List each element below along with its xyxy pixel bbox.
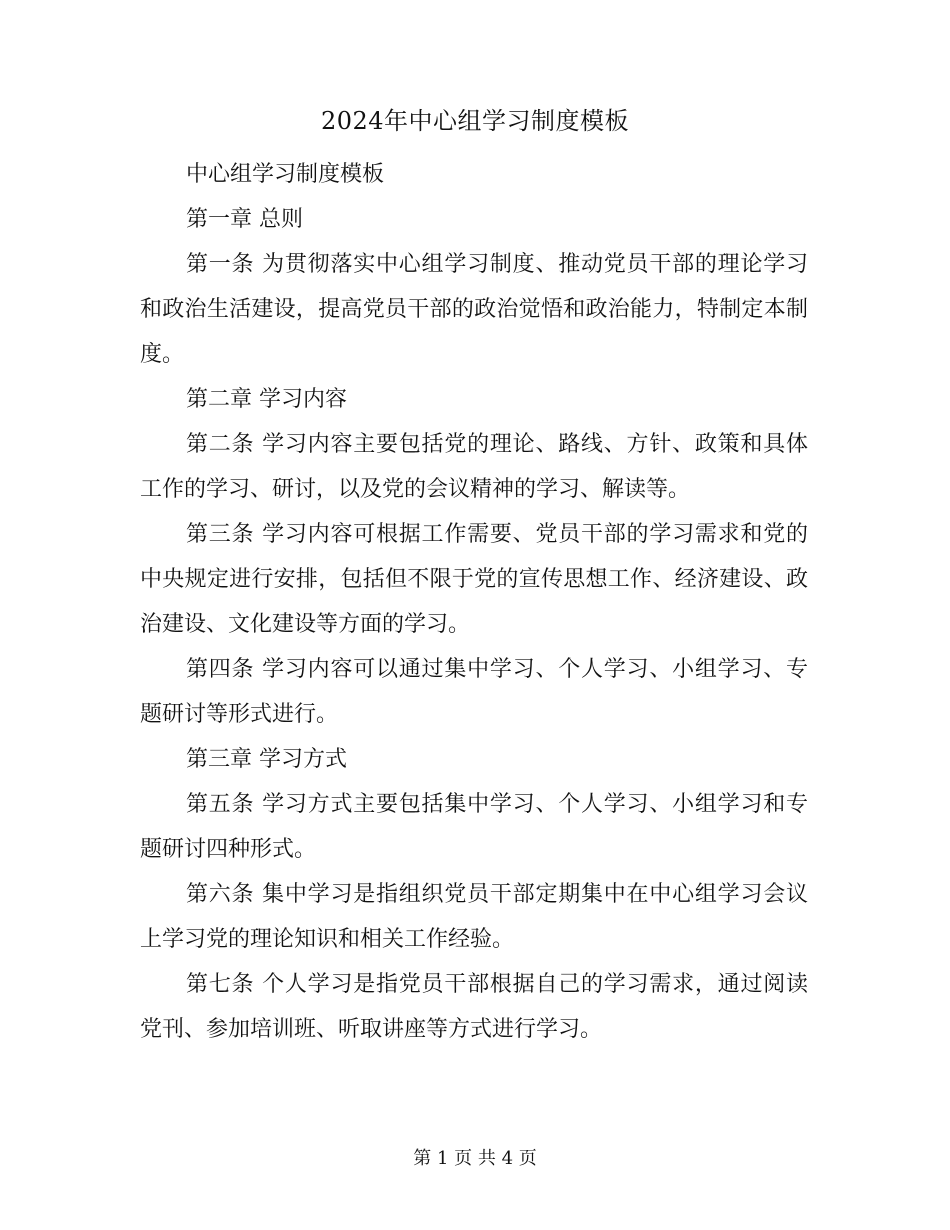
document-title: 2024年中心组学习制度模板 bbox=[320, 107, 630, 135]
article-paragraph: 第二条 学习内容主要包括党的理论、路线、方针、政策和具体工作的学习、研讨，以及党的会议精神的学习、解读等。 bbox=[140, 432, 808, 502]
chapter-heading: 第二章 学习内容 bbox=[186, 387, 347, 412]
article-paragraph: 第六条 集中学习是指组织党员干部定期集中在中心组学习会议上学习党的理论知识和相关工作经验。 bbox=[140, 882, 808, 952]
paragraph-subtitle: 中心组学习制度模板 bbox=[186, 162, 385, 187]
chapter-heading: 第三章 学习方式 bbox=[186, 747, 347, 772]
article-paragraph: 第五条 学习方式主要包括集中学习、个人学习、小组学习和专题研讨四种形式。 bbox=[140, 792, 808, 862]
article-paragraph: 第三条 学习内容可根据工作需要、党员干部的学习需求和党的中央规定进行安排，包括但不限于党的宣传思想工作、经济建设、政治建设、文化建设等方面的学习。 bbox=[140, 522, 808, 637]
article-paragraph: 第一条 为贯彻落实中心组学习制度、推动党员干部的理论学习和政治生活建设，提高党员干部的政治觉悟和政治能力，特制定本制度。 bbox=[140, 252, 808, 367]
article-paragraph: 第七条 个人学习是指党员干部根据自己的学习需求，通过阅读党刊、参加培训班、听取讲座等方式进行学习。 bbox=[140, 972, 808, 1042]
document-body bbox=[140, 152, 808, 1052]
page-footer: 第 1 页 共 4 页 bbox=[413, 1148, 537, 1169]
chapter-heading: 第一章 总则 bbox=[186, 207, 303, 232]
article-paragraph: 第四条 学习内容可以通过集中学习、个人学习、小组学习、专题研讨等形式进行。 bbox=[140, 657, 808, 727]
